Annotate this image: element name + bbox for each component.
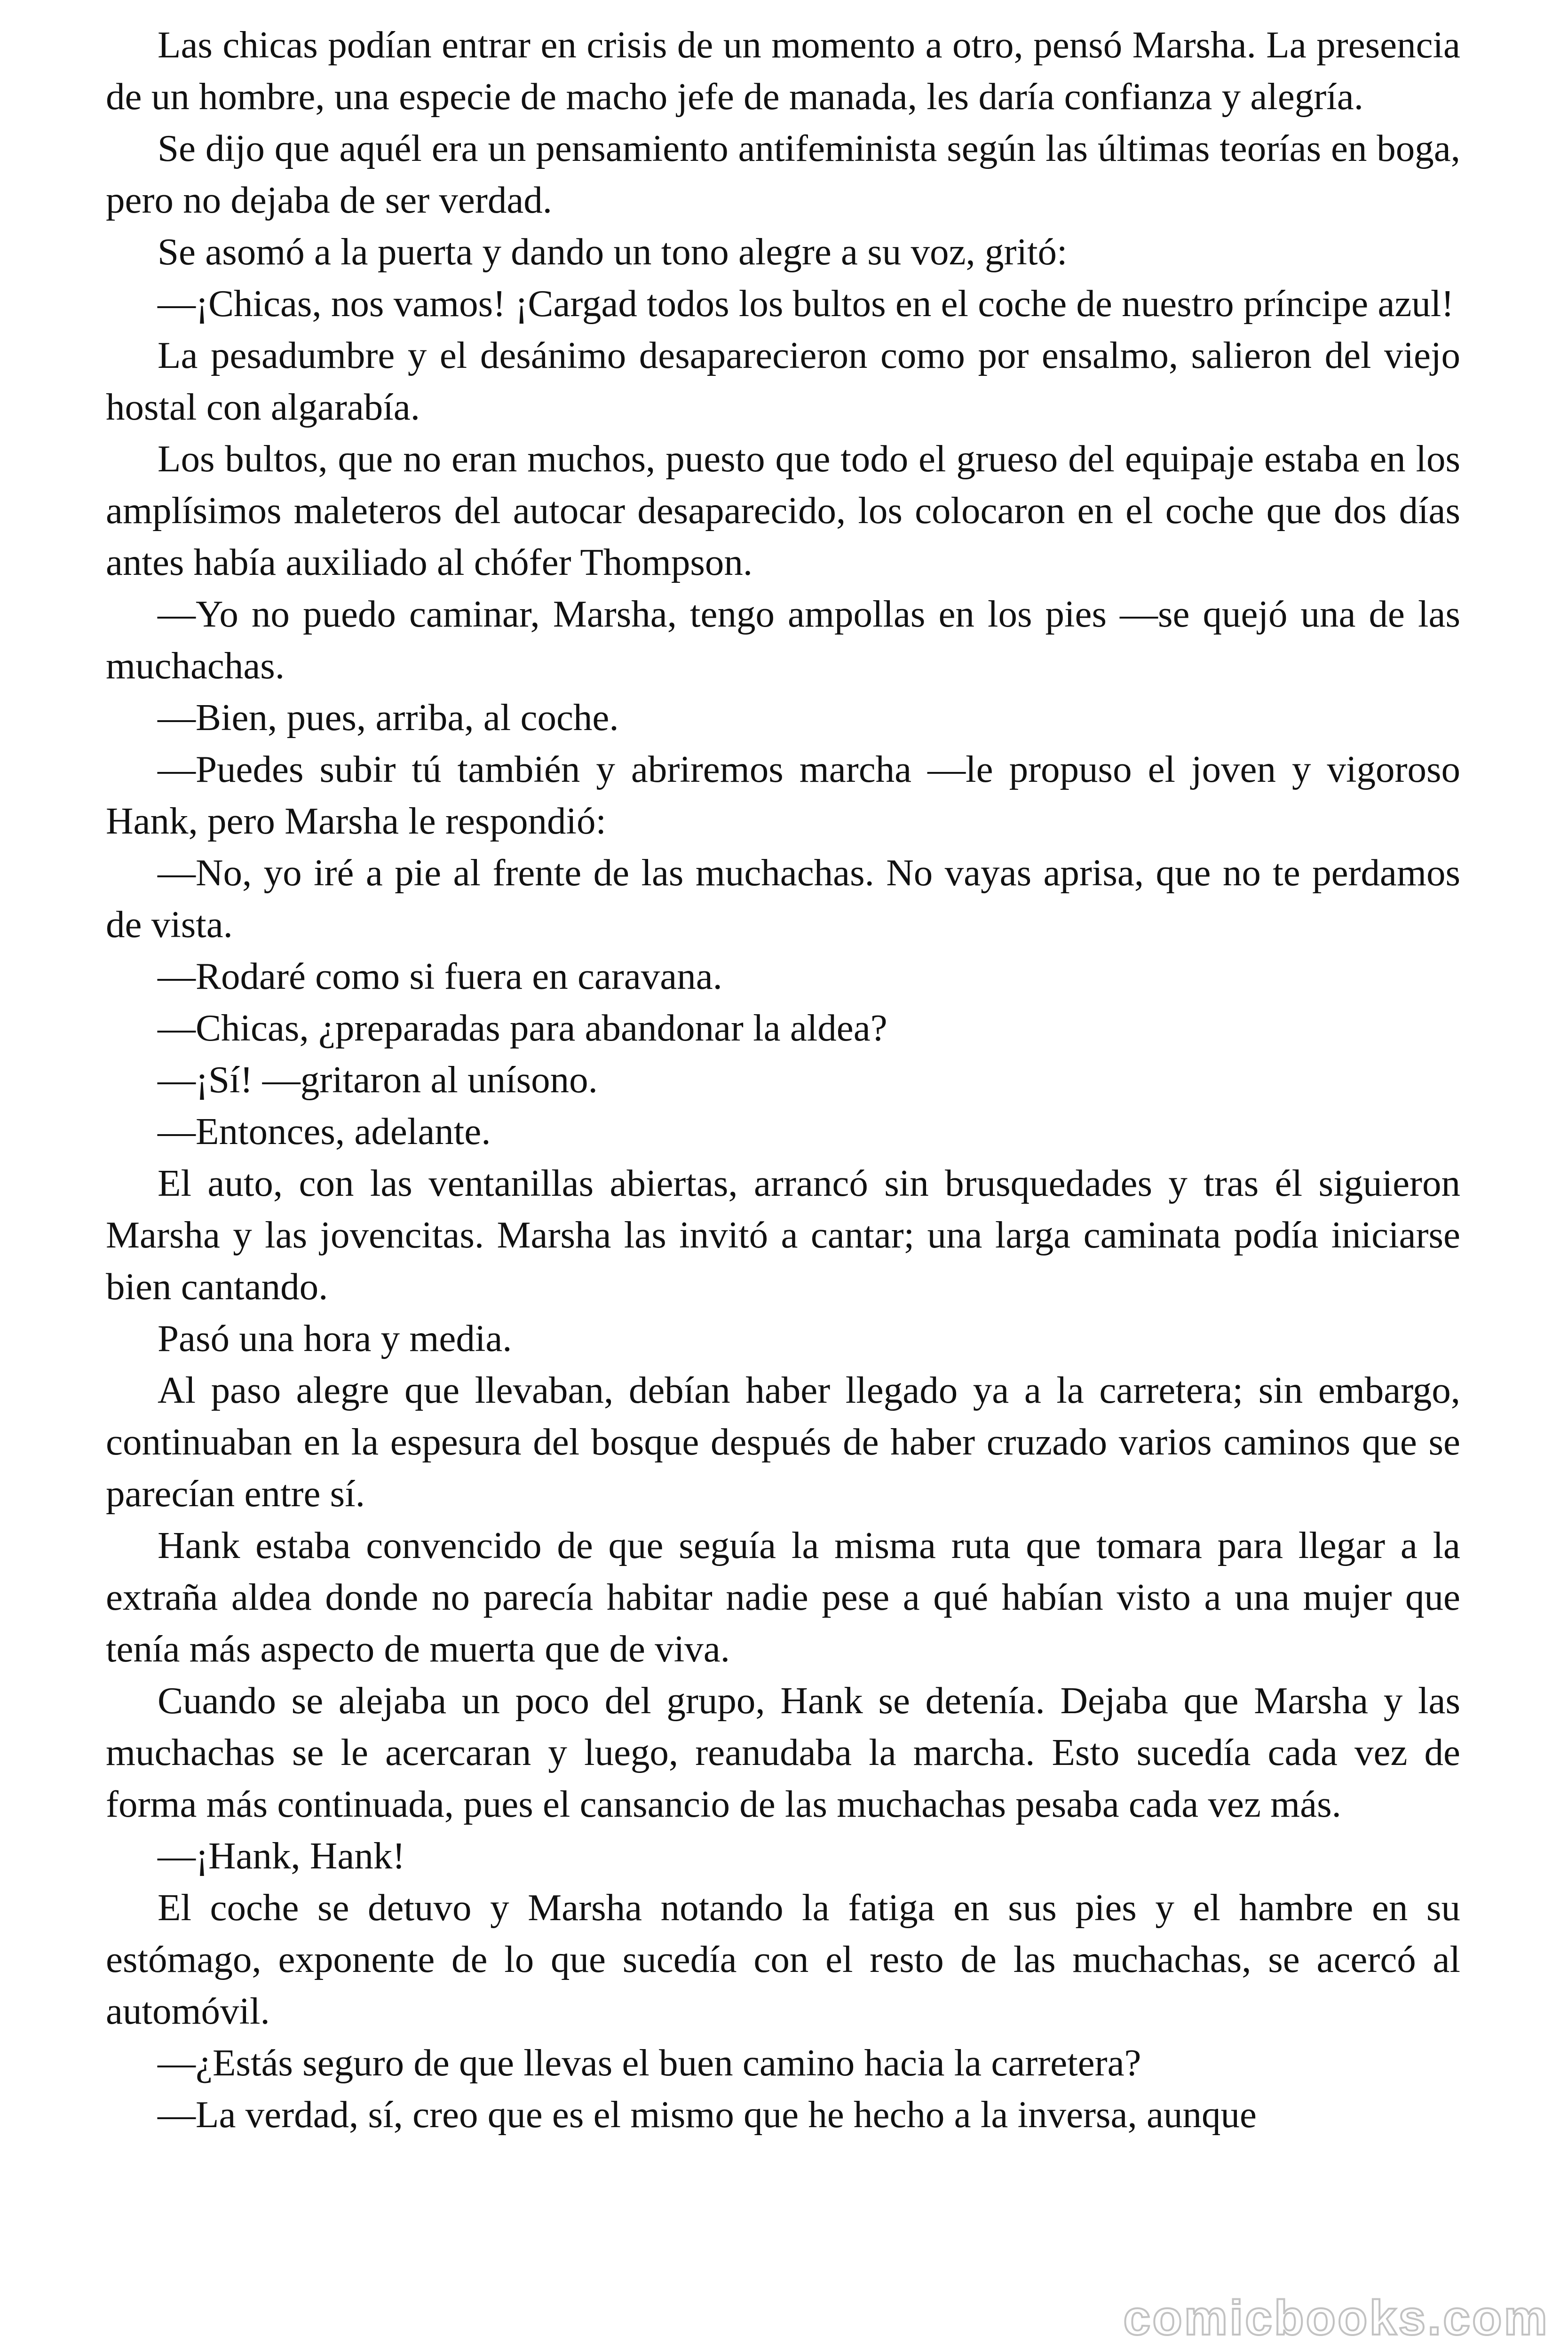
- paragraph: Las chicas podían entrar en crisis de un momento a otro, pensó Marsha. La presencia de un hombre, una especie de macho jefe de manada, les daría confianza y alegría.: [106, 24, 1460, 118]
- paragraph: Hank estaba convencido de que seguía la misma ruta que tomara para llegar a la extraña aldea donde no parecía habitar nadie pese a qué habían visto a una mujer que tenía más aspecto de muerta que de viva.: [106, 1524, 1460, 1670]
- paragraph: —Rodaré como si fuera en caravana.: [158, 955, 722, 997]
- paragraph: —Chicas, ¿preparadas para abandonar la aldea?: [158, 1007, 887, 1049]
- paragraph: La pesadumbre y el desánimo desaparecieron como por ensalmo, salieron del viejo hostal con algarabía.: [106, 334, 1460, 428]
- paragraph: —¿Estás seguro de que llevas el buen camino hacia la carretera?: [158, 2042, 1141, 2084]
- watermark-logo: comicbooks.com: [1123, 2291, 1549, 2345]
- paragraph: —Bien, pues, arriba, al coche.: [158, 696, 619, 739]
- paragraph: —¡Hank, Hank!: [158, 1835, 405, 1877]
- paragraph: El coche se detuvo y Marsha notando la fatiga en sus pies y el hambre en su estómago, exponente de lo que sucedía con el resto de las muchachas, se acercó al automóvil.: [106, 1886, 1460, 2032]
- paragraph: Al paso alegre que llevaban, debían haber llegado ya a la carretera; sin embargo, continuaban en la espesura del bosque después de haber cruzado varios caminos que se parecían entre sí.: [106, 1369, 1460, 1515]
- paragraph: —La verdad, sí, creo que es el mismo que he hecho a la inversa, aunque: [158, 2093, 1257, 2136]
- paragraph: Cuando se alejaba un poco del grupo, Hank se detenía. Dejaba que Marsha y las muchachas se le acercaran y luego, reanudaba la marcha. Esto sucedía cada vez de forma más continuada, pues el cansancio de las muchachas pesaba cada vez más.: [106, 1679, 1460, 1825]
- paragraph: Pasó una hora y media.: [158, 1317, 512, 1359]
- paragraph: —Yo no puedo caminar, Marsha, tengo ampollas en los pies —se quejó una de las muchachas.: [106, 593, 1460, 687]
- paragraph: El auto, con las ventanillas abiertas, arrancó sin brusquedades y tras él siguieron Marsha y las jovencitas. Marsha las invitó a cantar; una larga caminata podía iniciarse bien cantando.: [106, 1162, 1460, 1308]
- paragraph: Se dijo que aquél era un pensamiento antifeminista según las últimas teorías en boga, pero no dejaba de ser verdad.: [106, 127, 1460, 221]
- paragraph: Los bultos, que no eran muchos, puesto que todo el grueso del equipaje estaba en los amplísimos maleteros del autocar desaparecido, los colocaron en el coche que dos días antes había auxiliado al chófer Thompson.: [106, 437, 1460, 583]
- paragraph: —No, yo iré a pie al frente de las muchachas. No vayas aprisa, que no te perdamos de vista.: [106, 851, 1460, 946]
- paragraph: Se asomó a la puerta y dando un tono alegre a su voz, gritó:: [158, 230, 1068, 273]
- paragraph: —¡Chicas, nos vamos! ¡Cargad todos los bultos en el coche de nuestro príncipe azul!: [158, 282, 1454, 325]
- page-text: [106, 19, 1460, 2140]
- paragraph: —Puedes subir tú también y abriremos marcha —le propuso el joven y vigoroso Hank, pero Marsha le respondió:: [106, 748, 1460, 842]
- paragraph: —Entonces, adelante.: [158, 1110, 491, 1152]
- paragraph: —¡Sí! —gritaron al unísono.: [158, 1058, 598, 1101]
